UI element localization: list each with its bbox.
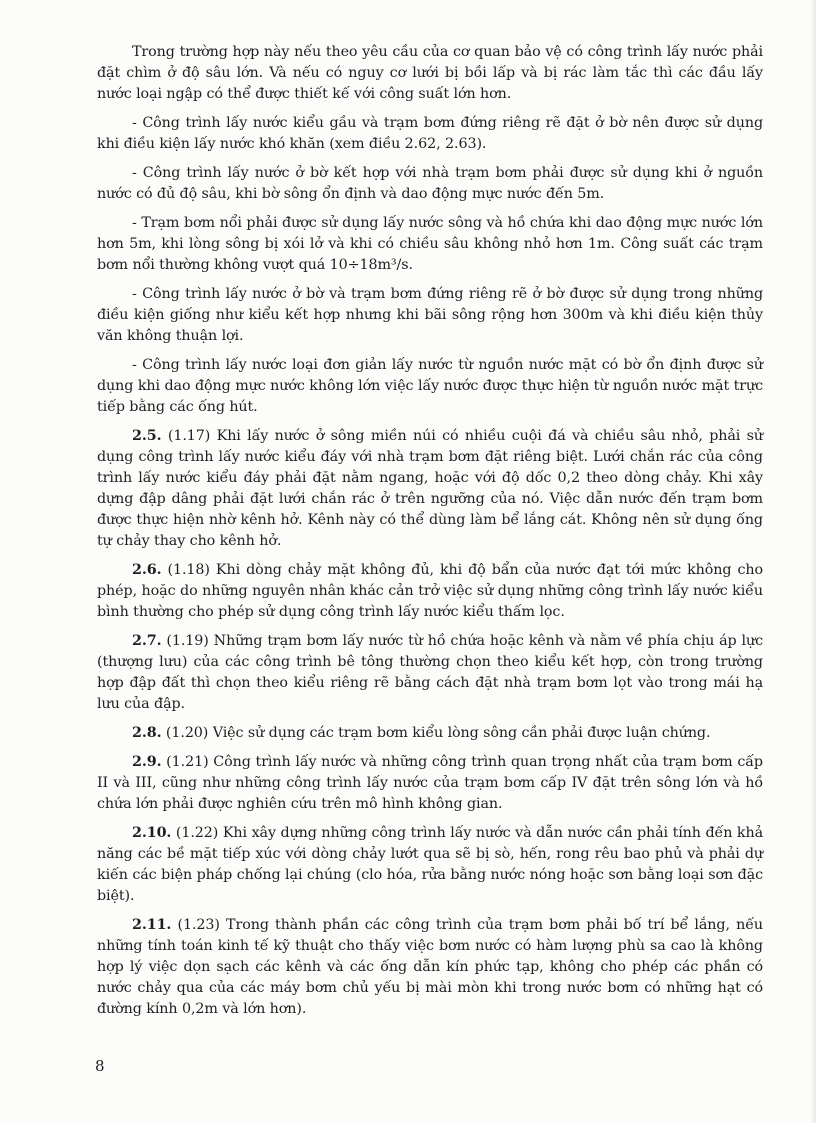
- clause-2-8: 2.8. (1.20) Việc sử dụng các trạm bơm kiểu lòng sông cần phải được luận chứng.: [132, 725, 711, 741]
- clause-2-10: 2.10. (1.22) Khi xây dựng những công trình lấy nước và dẫn nước cần phải tính đến khả năng các bề mặt tiếp xúc với dòng chảy lướt qua sẽ bị sò, hến, rong rêu bao phủ và phải dự kiến các biện pháp chống lại chúng (clo hóa, rửa bằng nước nóng hoặc sơn bằng loại sơn đặc biệt).: [97, 825, 763, 904]
- clause-number: 2.6.: [132, 562, 162, 578]
- clause-number: 2.9.: [132, 754, 162, 770]
- paragraph: - Trạm bơm nổi phải được sử dụng lấy nước sông và hồ chứa khi dao động mực nước lớn hơn 5m, khi lòng sông bị xói lở và khi có chiều sâu không nhỏ hơn 1m. Công suất các trạm bơm nổi thường không vượt quá 10÷18m³/s.: [97, 215, 763, 273]
- clause-2-9: 2.9. (1.21) Công trình lấy nước và những công trình quan trọng nhất của trạm bơm cấp II và III, cũng như những công trình lấy nước của trạm bơm cấp IV đặt trên sông lớn và hồ chứa lớn phải được nghiên cứu trên mô hình không gian.: [97, 754, 763, 812]
- paragraph: - Công trình lấy nước kiểu gầu và trạm bơm đứng riêng rẽ đặt ở bờ nên được sử dụng khi điều kiện lấy nước khó khăn (xem điều 2.62, 2.63).: [97, 115, 763, 152]
- scan-edge-shadow: [810, 0, 816, 1123]
- paragraph: Trong trường hợp này nếu theo yêu cầu của cơ quan bảo vệ có công trình lấy nước phải đặt chìm ở độ sâu lớn. Và nếu có nguy cơ lưới bị bồi lấp và bị rác làm tắc thì các đầu lấy nước loại ngập có thể được thiết kế với công suất lớn hơn.: [97, 44, 763, 102]
- clause-2-6: 2.6. (1.18) Khi dòng chảy mặt không đủ, khi độ bẩn của nước đạt tới mức không cho phép, hoặc do những nguyên nhân khác cản trở việc sử dụng những công trình lấy nước kiểu bình thường cho phép sử dụng công trình lấy nước kiểu thấm lọc.: [97, 562, 763, 620]
- clause-number: 2.5.: [132, 428, 162, 444]
- clause-number: 2.8.: [132, 725, 162, 741]
- clause-number: 2.7.: [132, 633, 162, 649]
- page-body: [97, 42, 763, 1028]
- clause-number: 2.10.: [132, 825, 172, 841]
- paragraph: - Công trình lấy nước loại đơn giản lấy nước từ nguồn nước mặt có bờ ổn định được sử dụng khi dao động mực nước không lớn việc lấy nước được thực hiện từ nguồn nước mặt trực tiếp bằng các ống hút.: [97, 357, 763, 415]
- paragraph: - Công trình lấy nước ở bờ kết hợp với nhà trạm bơm phải được sử dụng khi ở nguồn nước có đủ độ sâu, khi bờ sông ổn định và dao động mực nước đến 5m.: [97, 165, 763, 202]
- paragraph: - Công trình lấy nước ở bờ và trạm bơm đứng riêng rẽ ở bờ được sử dụng trong những điều kiện giống như kiểu kết hợp nhưng khi bãi sông rộng hơn 300m và khi điều kiện thủy văn không thuận lợi.: [97, 286, 763, 344]
- clause-2-7: 2.7. (1.19) Những trạm bơm lấy nước từ hồ chứa hoặc kênh và nằm về phía chịu áp lực (thượng lưu) của các công trình bê tông thường chọn theo kiểu kết hợp, còn trong trường hợp đập đất thì chọn theo kiểu riêng rẽ bằng cách đặt nhà trạm bơm lọt vào trong mái hạ lưu của đập.: [97, 633, 763, 712]
- clause-number: 2.11.: [132, 917, 172, 933]
- clause-2-11: 2.11. (1.23) Trong thành phần các công trình của trạm bơm phải bố trí bể lắng, nếu những tính toán kinh tế kỹ thuật cho thấy việc bơm nước có hàm lượng phù sa cao là không hợp lý việc dọn sạch các kênh và các ống dẫn kín phức tạp, không cho phép các phần có nước chảy qua của các máy bơm chủ yếu bị mài mòn khi trong nước bơm có những hạt có đường kính 0,2m và lớn hơn).: [97, 917, 763, 1017]
- page-number: 8: [95, 1057, 105, 1075]
- clause-2-5: 2.5. (1.17) Khi lấy nước ở sông miền núi có nhiều cuội đá và chiều sâu nhỏ, phải sử dụng công trình lấy nước kiểu đáy với nhà trạm bơm đặt riêng biệt. Lưới chắn rác của công trình lấy nước kiểu đáy phải đặt nằm ngang, hoặc với độ dốc 0,2 theo dòng chảy. Khi xây dựng đập dâng phải đặt lưới chắn rác ở trên ngưỡng của nó. Việc dẫn nước đến trạm bơm được thực hiện nhờ kênh hở. Kênh này có thể dùng làm bể lắng cát. Không nên sử dụng ống tự chảy thay cho kênh hở.: [97, 428, 763, 549]
